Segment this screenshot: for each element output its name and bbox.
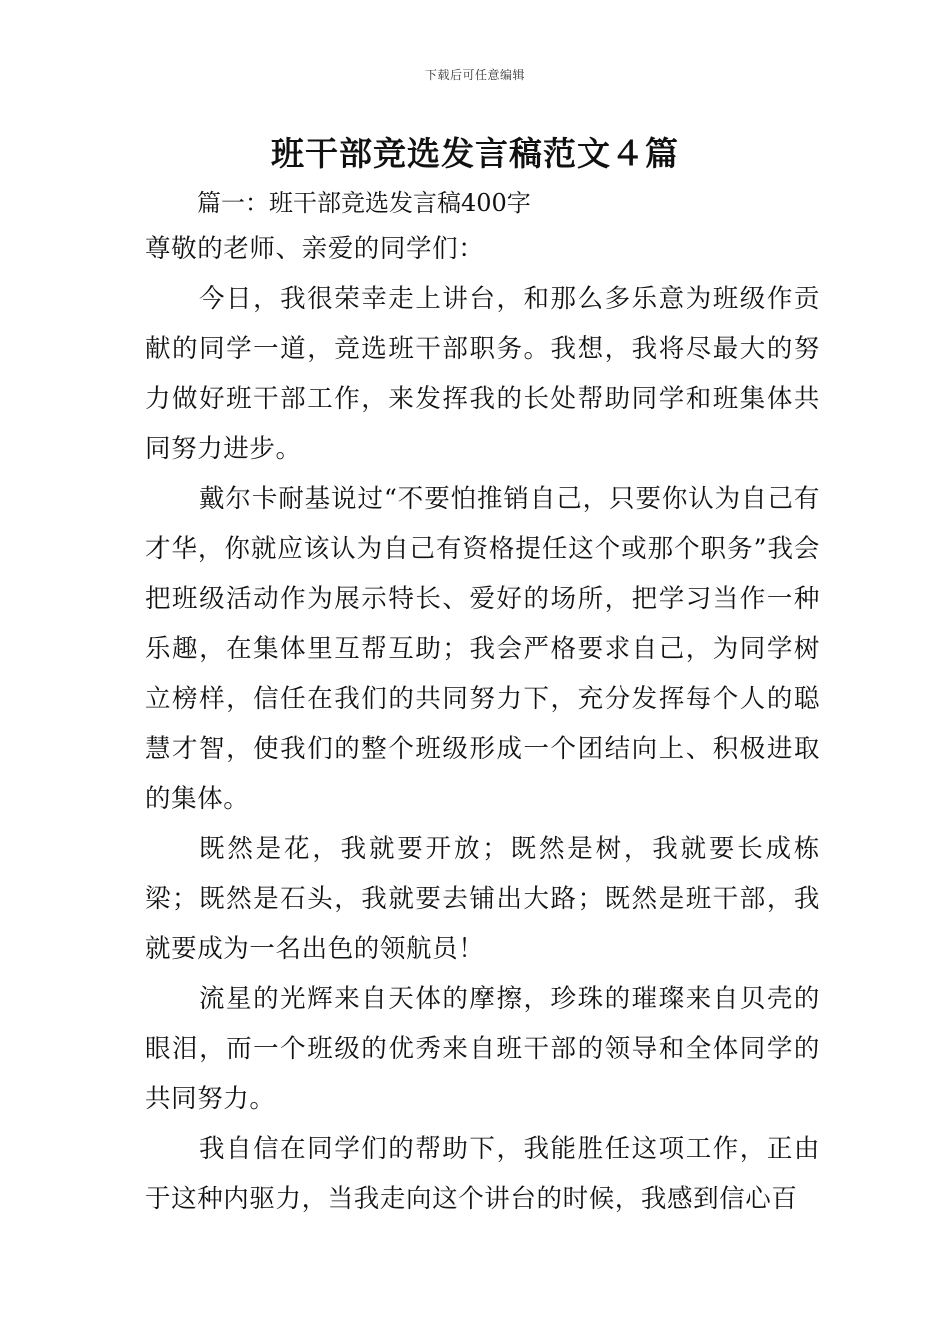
document-title: 班干部竞选发言稿范文４篇 [271, 134, 679, 173]
salutation: 尊敬的老师、亲爱的同学们： [145, 234, 485, 264]
paragraph-4: 流星的光辉来自天体的摩擦，珍珠的璀璨来自贝壳的眼泪，而一个班级的优秀来自班干部的领导和全体同学的共同努力。 [145, 984, 820, 1114]
paragraph-3: 既然是花，我就要开放；既然是树，我就要长成栋梁；既然是石头，我就要去铺出大路；既然是班干部，我就要成为一名出色的领航员！ [145, 834, 820, 964]
paragraph-5: 我自信在同学们的帮助下，我能胜任这项工作，正由于这种内驱力，当我走向这个讲台的时候，我感到信心百 [145, 1134, 820, 1214]
header-note: 下载后可任意编辑 [424, 68, 525, 82]
section-heading: 篇一：班干部竞选发言稿400字 [197, 189, 531, 217]
body-text [145, 224, 820, 1224]
paragraph-2: 戴尔卡耐基说过“不要怕推销自己，只要你认为自己有才华，你就应该认为自己有资格提任这个或那个职务”我会把班级活动作为展示特长、爱好的场所，把学习当作一种乐趣，在集体里互帮互助；我会严格要求自己，为同学树立榜样，信任在我们的共同努力下，充分发挥每个人的聪慧才智，使我们的整个班级形成一个团结向上、积极进取的集体。 [145, 484, 820, 814]
paragraph-1: 今日，我很荣幸走上讲台，和那么多乐意为班级作贡献的同学一道，竞选班干部职务。我想，我将尽最大的努力做好班干部工作，来发挥我的长处帮助同学和班集体共同努力进步。 [145, 284, 820, 464]
